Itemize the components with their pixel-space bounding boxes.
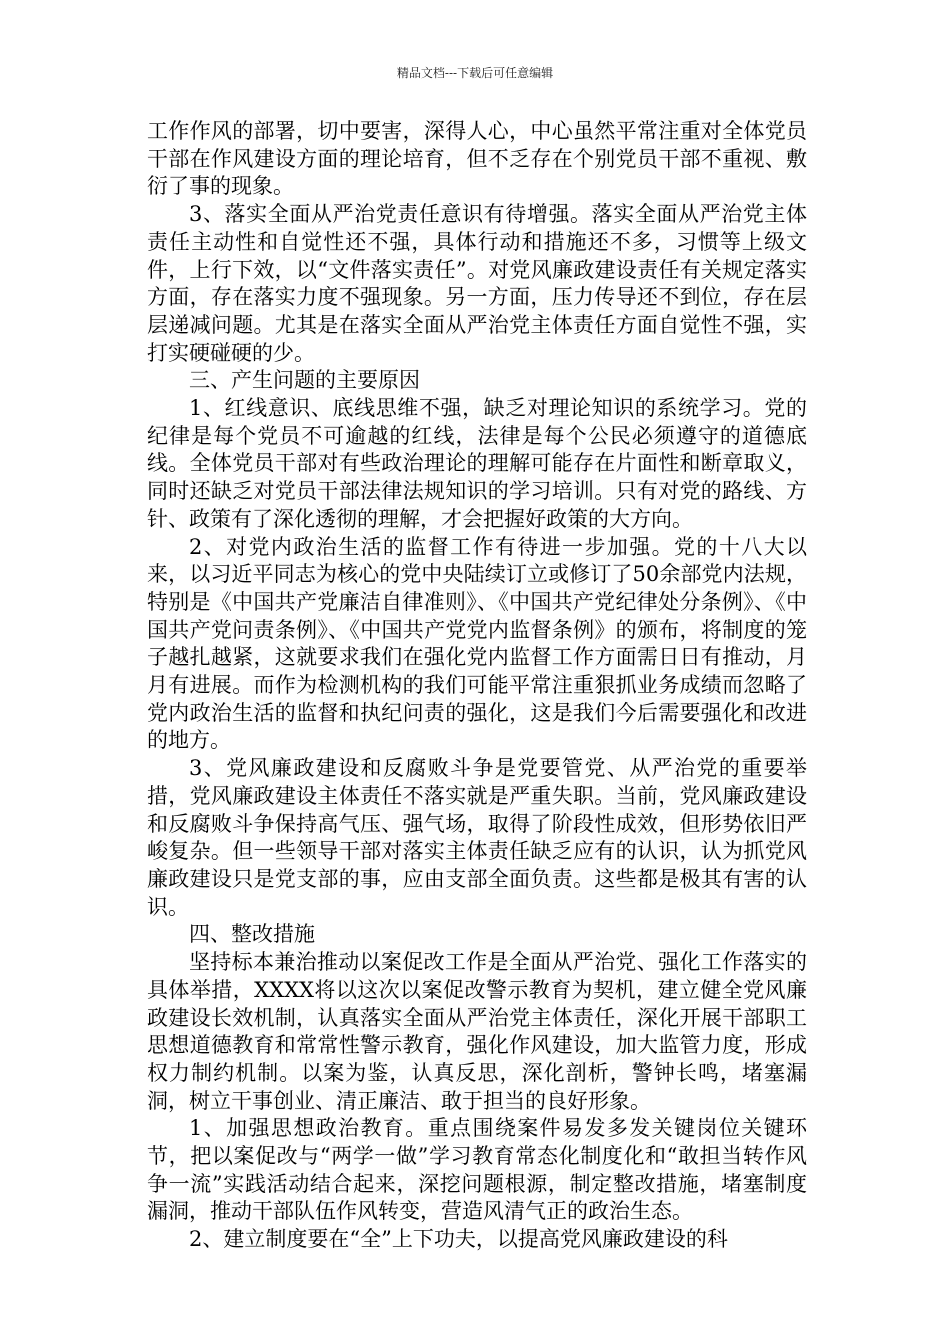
paragraph: 3、党风廉政建设和反腐败斗争是党要管党、从严治党的重要举措，党风廉政建设主体责任不落实就是严重失职。当前，党风廉政建设和反腐败斗争保持高气压、强气场，取得了阶段性成效，但形势依旧严峻复杂。但一些领导干部对落实主体责任缺乏应有的认识，认为抓党风廉政建设只是党支部的事，应由支部全面负责。这些都是极其有害的认识。 [147,756,807,919]
paragraph: 坚持标本兼治推动以案促改工作是全面从严治党、强化工作落实的具体举措，XXXX将以这次以案促改警示教育为契机，建立健全党风廉政建设长效机制，认真落实全面从严治党主体责任，深化开展干部职工思想道德教育和常常性警示教育，强化作风建设，加大监管力度，形成权力制约机制。以案为鉴，认真反思，深化剖析，警钟长鸣，堵塞漏洞，树立干事创业、清正廉洁、敢于担当的良好形象。 [147,950,807,1113]
section-heading: 三、产生问题的主要原因 [189,368,420,393]
paragraph: 1、加强思想政治教育。重点围绕案件易发多发关键岗位关键环节，把以案促改与“两学一做”学习教育常态化制度化和“敢担当转作风争一流”实践活动结合起来，深挖问题根源，制定整改措施，堵塞制度漏洞，推动干部队伍作风转变，营造风清气正的政治生态。 [147,1116,807,1224]
document-body [147,118,807,1254]
paragraph-continued: 工作作风的部署，切中要害，深得人心，中心虽然平常注重对全体党员干部在作风建设方面的理论培育，但不乏存在个别党员干部不重视、敷衍了事的现象。 [147,119,807,199]
paragraph: 3、落实全面从严治党责任意识有待增强。落实全面从严治党主体责任主动性和自觉性还不强，具体行动和措施还不多，习惯等上级文件，上行下效，以“文件落实责任”。对党风廉政建设责任有关规定落实方面，存在落实力度不强现象。另一方面，压力传导还不到位，存在层层递减问题。尤其是在落实全面从严治党主体责任方面自觉性不强，实打实硬碰硬的少。 [147,202,807,365]
paragraph: 1、红线意识、底线思维不强，缺乏对理论知识的系统学习。党的纪律是每个党员不可逾越的红线，法律是每个公民必须遵守的道德底线。全体党员干部对有些政治理论的理解可能存在片面性和断章取义，同时还缺乏对党员干部法律法规知识的学习培训。只有对党的路线、方针、政策有了深化透彻的理解，才会把握好政策的大方向。 [147,396,807,531]
section-heading: 四、整改措施 [189,922,315,947]
paragraph: 2、建立制度要在“全”上下功夫，以提高党风廉政建设的科 [189,1227,728,1252]
page-header: 精品文档---下载后可任意编辑 [396,66,554,80]
paragraph: 2、对党内政治生活的监督工作有待进一步加强。党的十八大以来，以习近平同志为核心的党中央陆续订立或修订了50余部党内法规，特别是《中国共产党廉洁自律准则》、《中国共产党纪律处分条例》、《中国共产党问责条例》、《中国共产党党内监督条例》的颁布，将制度的笼子越扎越紧，这就要求我们在强化党内监督工作方面需日日有推动，月月有进展。而作为检测机构的我们可能平常注重狠抓业务成绩而忽略了党内政治生活的监督和执纪问责的强化，这是我们今后需要强化和改进的地方。 [147,534,807,753]
